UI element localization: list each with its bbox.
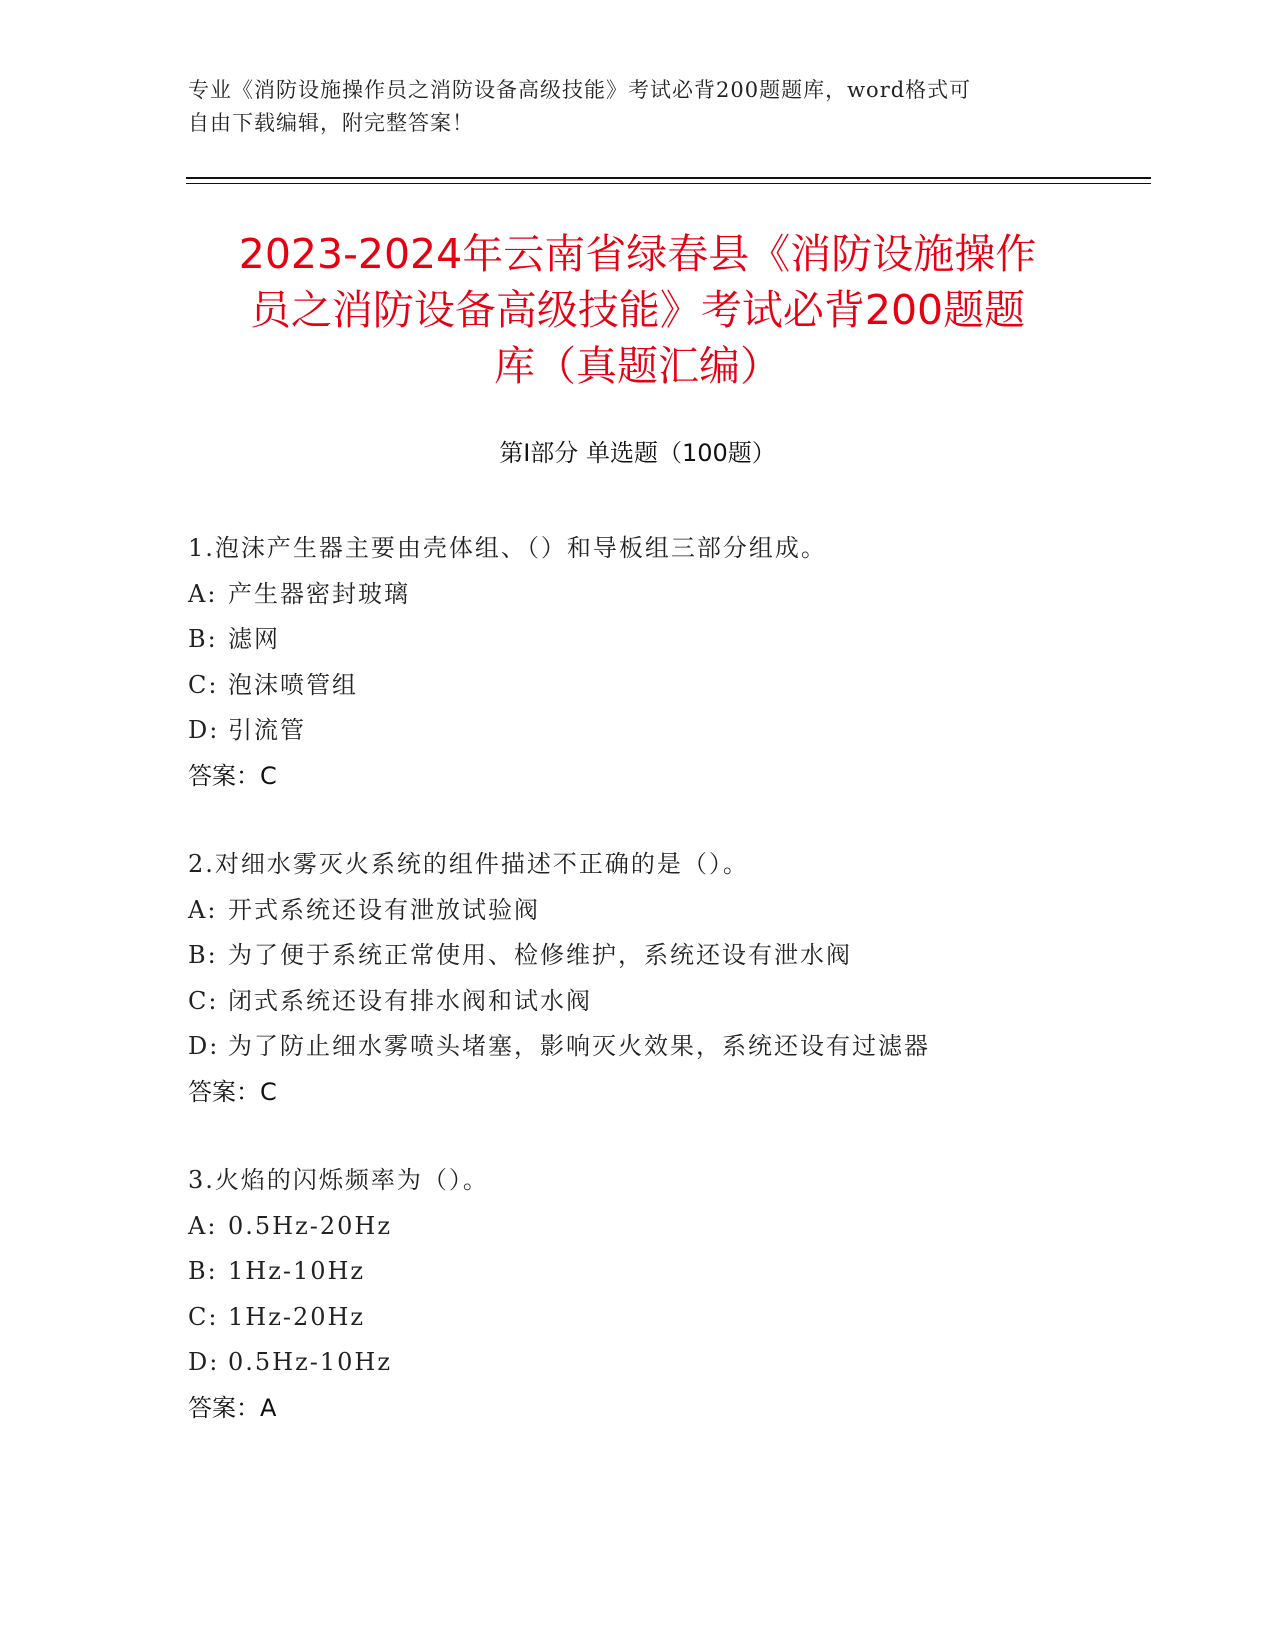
option-a (188, 1204, 1138, 1250)
question-item (188, 526, 1138, 799)
option-letter: C: (188, 670, 219, 699)
question-list (188, 526, 1138, 1474)
option-text: 1Hz-10Hz (228, 1257, 366, 1285)
header-divider-thin (186, 183, 1151, 184)
option-text: 闭式系统还设有排水阀和试水阀 (228, 986, 592, 1015)
option-d (188, 1340, 1138, 1386)
option-a (188, 572, 1138, 618)
option-text: 为了防止细水雾喷头堵塞，影响灭火效果，系统还设有过滤器 (228, 1032, 930, 1060)
question-item (188, 1158, 1138, 1431)
answer: 答案：C (188, 761, 277, 790)
option-text: 滤网 (228, 625, 280, 653)
option-letter: C: (188, 986, 219, 1015)
option-letter: D: (188, 1032, 220, 1060)
option-b (188, 1249, 1138, 1295)
option-letter: D: (188, 1348, 220, 1376)
header-note-line-2: 自由下载编辑，附完整答案！ (188, 111, 474, 135)
option-text: 泡沫喷管组 (228, 670, 358, 699)
option-letter: B: (188, 1257, 218, 1285)
option-d (188, 708, 1138, 754)
answer: 答案：C (188, 1077, 277, 1106)
option-text: 为了便于系统正常使用、检修维护，系统还设有泄水阀 (228, 941, 852, 969)
answer: 答案：A (188, 1393, 277, 1422)
option-b (188, 933, 1138, 979)
option-letter: D: (188, 716, 220, 744)
question-stem: 2.对细水雾灭火系统的组件描述不正确的是（）。 (188, 850, 749, 878)
header-note-line-1: 专业《消防设施操作员之消防设备高级技能》考试必背200题题库，word格式可 (188, 78, 972, 102)
option-c (188, 663, 1138, 709)
option-text: 0.5Hz-10Hz (228, 1348, 392, 1376)
option-a (188, 888, 1138, 934)
option-c (188, 1295, 1138, 1341)
document-title-line-3: 库（真题汇编） (494, 342, 781, 390)
option-text: 产生器密封玻璃 (228, 579, 410, 608)
option-letter: B: (188, 941, 218, 969)
option-text: 开式系统还设有泄放试验阀 (228, 895, 540, 924)
option-text: 1Hz-20Hz (228, 1302, 366, 1331)
question-item (188, 842, 1138, 1115)
option-letter: A: (188, 895, 218, 924)
header-note (188, 74, 1088, 140)
document-title-line-2: 员之消防设备高级技能》考试必背200题题 (249, 286, 1026, 334)
option-letter: A: (188, 1211, 218, 1240)
option-letter: B: (188, 625, 218, 653)
option-text: 0.5Hz-20Hz (228, 1211, 392, 1240)
option-text: 引流管 (228, 716, 306, 744)
question-stem: 3.火焰的闪烁频率为（）。 (188, 1166, 489, 1194)
document-title-line-1: 2023-2024年云南省绿春县《消防设施操作 (238, 230, 1037, 278)
option-d (188, 1024, 1138, 1070)
option-c (188, 979, 1138, 1025)
option-letter: C: (188, 1302, 219, 1331)
option-b (188, 617, 1138, 663)
question-stem: 1.泡沫产生器主要由壳体组、（）和导板组三部分组成。 (188, 534, 827, 562)
header-divider-thick (186, 177, 1151, 179)
option-letter: A: (188, 579, 218, 608)
section-heading: 第Ⅰ部分 单选题（100题） (499, 439, 776, 467)
document-title (190, 226, 1085, 394)
